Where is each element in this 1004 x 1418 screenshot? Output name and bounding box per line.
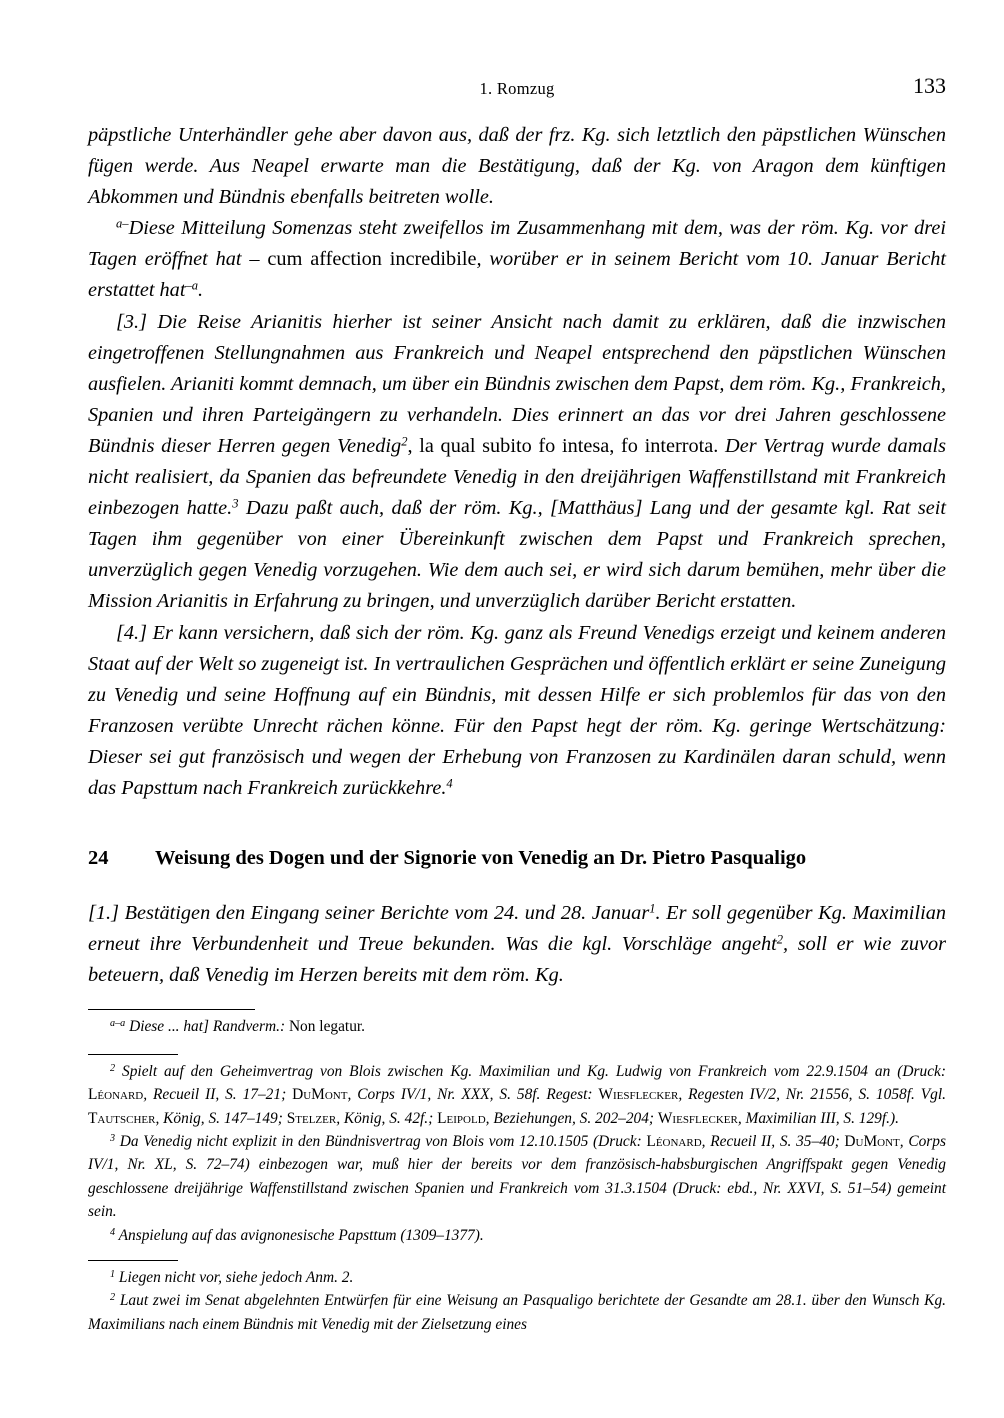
page-number: 133 bbox=[913, 73, 946, 98]
italic-text: , Recueil II, S. 35–40; bbox=[701, 1132, 845, 1150]
footnote-entry bbox=[88, 1266, 946, 1289]
italic-text: , Corps IV/1, Nr. XXX, S. 58f. Regest: bbox=[347, 1086, 599, 1104]
cited-author: Wiesflecker bbox=[657, 1109, 738, 1127]
footnote-entry bbox=[88, 1289, 946, 1336]
paragraph bbox=[88, 618, 946, 805]
footnote-ref: 2 bbox=[401, 434, 408, 449]
roman-text: , la qual subito fo intesa, fo interrota. bbox=[407, 434, 719, 457]
cited-author: DuMont bbox=[844, 1132, 900, 1150]
footnote-block bbox=[88, 1009, 946, 1038]
italic-text: , Regesten IV/2, Nr. 21556, S. 1058f. Vgl. bbox=[678, 1086, 946, 1104]
section-number: 24 bbox=[88, 847, 109, 870]
footnote-block bbox=[88, 1054, 946, 1247]
italic-text: päpstliche Unterhändler gehe aber davon aus, daß der frz. Kg. sich letztlich den päpstlichen Wünschen fügen werde. Aus Neapel erwarte man die Bestätigung, daß der Kg. von Aragon dem künftigen Abkommen und Bündnis ebenfalls beitreten wolle. bbox=[88, 124, 946, 209]
footnote-ref: 1 bbox=[649, 901, 656, 916]
body-text-section bbox=[88, 898, 946, 991]
footnote-separator-rule bbox=[88, 1260, 178, 1261]
cited-author: Wiesflecker bbox=[598, 1086, 679, 1104]
cited-author: Léonard bbox=[646, 1132, 702, 1150]
italic-text: Diese ... hat] Randverm.: bbox=[125, 1018, 286, 1036]
footnote-separator-rule bbox=[88, 1009, 255, 1010]
italic-text: . Er soll gegenüber Kg. Maximilian erneut ihre Verbundenheit und Treue bekunden. Was die kgl. Vorschläge angeht bbox=[88, 902, 946, 956]
italic-text: , Recueil II, S. 17–21; bbox=[143, 1086, 293, 1104]
apparatus-ref: a–a bbox=[110, 1018, 126, 1030]
apparatus-ref: –a bbox=[185, 278, 199, 293]
footnote-ref: 1 bbox=[110, 1268, 116, 1280]
footnote-entry bbox=[88, 1224, 946, 1247]
italic-text: Dazu paßt auch, daß der röm. Kg., [Matthäus] Lang und der gesamte kgl. Rat seit Tagen ihm gegenüber von einer Übereinkunft zwischen dem Papst und Frankreich sprechen, unverzüglich gegen Venedig vorzugehen. Wie dem auch sei, er wird sich darum bemühen, mehr über die Mission Arianitis in Erfahrung zu bringen, und unverzüglich darüber Bericht erstatten. bbox=[88, 497, 946, 613]
italic-text: Spielt auf den Geheimvertrag von Blois zwischen Kg. Maximilian und Kg. Ludwig von Frankreich vom 22.9.1504 an (Druck: bbox=[115, 1062, 946, 1080]
italic-text: , Corps IV/1, Nr. XL, S. 72–74) einbezogen war, muß hier der bereits vor dem französisch-habsburgischen Angriffspakt gegen Venedig geschlossene dreijährige Waffenstillstand zwischen Spanien und Frankreich vom 31.3.1504 (Druck: ebd., Nr. XXVI, S. 51–54) gemeint sein. bbox=[88, 1132, 946, 1221]
footnotes bbox=[88, 1009, 946, 1336]
roman-text: – cum affection incredibile bbox=[249, 248, 477, 271]
footnote-ref: 4 bbox=[110, 1226, 116, 1238]
cited-author: Stelzer bbox=[286, 1109, 337, 1127]
running-head bbox=[88, 72, 946, 106]
footnote-ref: 4 bbox=[446, 776, 453, 791]
paragraph bbox=[88, 213, 946, 306]
cited-author: Leipold bbox=[437, 1109, 486, 1127]
body-text-top bbox=[88, 120, 946, 804]
footnote-ref: 3 bbox=[232, 496, 239, 511]
italic-text: [1.] Bestätigen den Eingang seiner Berichte vom 24. und 28. Januar bbox=[88, 902, 650, 925]
italic-text: , worüber er in seinem Bericht vom 10. Januar Bericht erstattet hat bbox=[88, 248, 946, 302]
section-title: Weisung des Dogen und der Signorie von Venedig an Dr. Pietro Pasqualigo bbox=[155, 847, 807, 870]
footnote-ref: 3 bbox=[110, 1132, 116, 1144]
italic-text: , König, S. 42f.; bbox=[336, 1109, 438, 1127]
italic-text: , König, S. 147–149; bbox=[155, 1109, 287, 1127]
cited-author: DuMont bbox=[292, 1086, 348, 1104]
italic-text: , Maximilian III, S. 129f.). bbox=[737, 1109, 899, 1127]
footnote-ref: 2 bbox=[110, 1062, 116, 1074]
italic-text: [3.] Die Reise Arianitis hierher ist seiner Ansicht nach damit zu erklären, daß die inzwischen eingetroffenen Stellungnahmen aus Frankreich und Neapel entsprechend den päpstlichen Wünschen ausfielen. Arianiti kommt demnach, um über ein Bündnis zwischen dem Papst, dem röm. Kg., Frankreich, Spanien und ihren Parteigängern zu verhandeln. Dies erinnert an das vor drei Jahren geschlossene Bündnis dieser Herren gegen Venedig bbox=[88, 310, 946, 457]
page-content bbox=[88, 72, 946, 1336]
cited-author: Tautscher bbox=[88, 1109, 156, 1127]
italic-text: , Beziehungen, S. 202–204; bbox=[485, 1109, 658, 1127]
footnote-ref: 2 bbox=[110, 1292, 116, 1304]
footnote-entry bbox=[88, 1060, 946, 1130]
italic-text: Anspielung auf das avignonesische Papsttum (1309–1377). bbox=[115, 1226, 484, 1244]
paragraph bbox=[88, 898, 946, 991]
italic-text: Diese Mitteilung Somenzas steht zweifellos im Zusammenhang mit dem, was der röm. Kg. vor drei Tagen eröffnet hat bbox=[88, 217, 946, 271]
section-heading bbox=[88, 844, 946, 872]
running-head-title: 1. Romzug bbox=[479, 79, 555, 98]
italic-text: . bbox=[198, 279, 204, 302]
paragraph bbox=[88, 120, 946, 213]
paragraph bbox=[88, 307, 946, 618]
roman-text: Non legatur. bbox=[285, 1018, 366, 1036]
apparatus-ref: a– bbox=[116, 216, 129, 231]
footnote-entry bbox=[88, 1015, 946, 1038]
italic-text: Da Venedig nicht explizit in den Bündnisvertrag von Blois vom 12.10.1505 (Druck: bbox=[115, 1132, 647, 1150]
footnote-entry bbox=[88, 1130, 946, 1224]
italic-text: , soll er wie zuvor beteuern, daß Venedig im Herzen bereits mit dem röm. Kg. bbox=[88, 933, 947, 987]
italic-text: [4.] Er kann versichern, daß sich der röm. Kg. ganz als Freund Venedigs erzeigt und keinem anderen Staat auf der Welt so zugeneigt ist. In vertraulichen Gesprächen und öffentlich erklärt er seine Zuneigung zu Venedig und seine Hoffnung auf ein Bündnis, mit dessen Hilfe er sich problemlos für das von den Franzosen verübte Unrecht rächen könne. Für den Papst hegt der röm. Kg. geringe Wertschätzung: Dieser sei gut französisch und wegen der Erhebung von Franzosen zu Kardinälen daran schuld, wenn das Papsttum nach Frankreich zurückkehre. bbox=[88, 621, 946, 799]
footnote-separator-rule bbox=[88, 1054, 178, 1055]
italic-text: Liegen nicht vor, siehe jedoch Anm. 2. bbox=[115, 1269, 354, 1286]
cited-author: Léonard bbox=[88, 1086, 144, 1104]
italic-text: Laut zwei im Senat abgelehnten Entwürfen für eine Weisung an Pasqualigo berichtete der Gesandte am 28.1. über den Wunsch Kg. Maximilians nach einem Bündnis mit Venedig mit der Zielsetzung eines bbox=[88, 1292, 946, 1333]
footnote-block bbox=[88, 1260, 946, 1336]
italic-text: Der Vertrag wurde damals nicht realisiert, da Spanien das befreundete Venedig in den dreijährigen Waffenstillstand mit Frankreich einbezogen hatte. bbox=[88, 434, 947, 520]
footnote-ref: 2 bbox=[776, 932, 784, 947]
